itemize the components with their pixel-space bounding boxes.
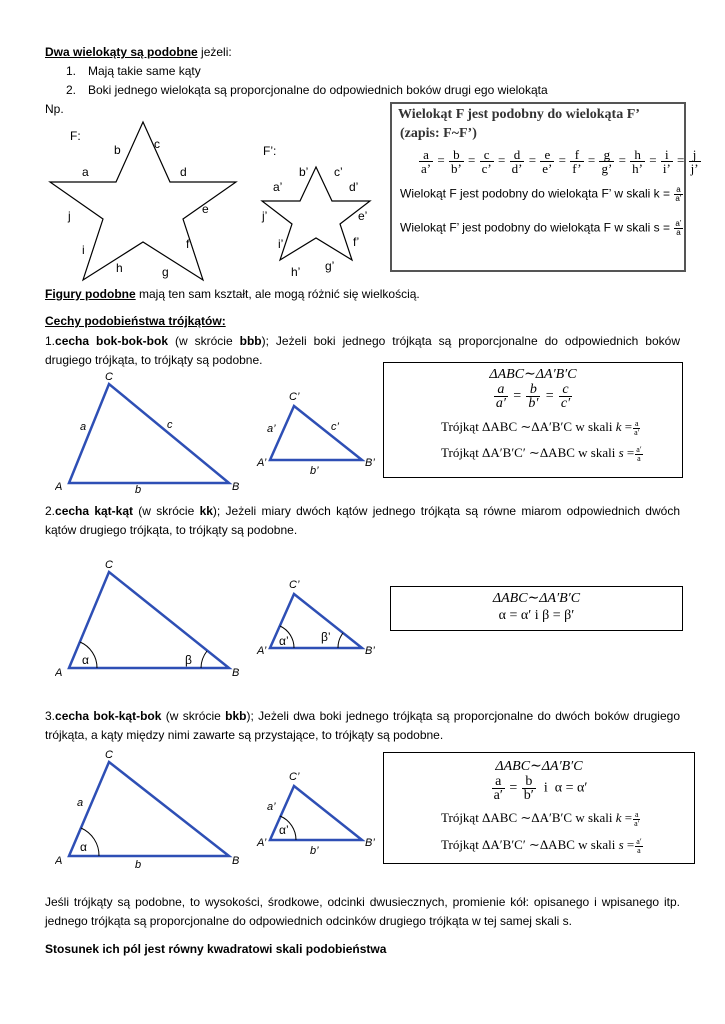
bbb-label-B: B	[232, 481, 240, 493]
bkb-label-b2: b’	[310, 845, 319, 857]
fraction-denominator: a′	[495, 396, 506, 411]
bkb-label-C2: C’	[289, 771, 300, 783]
closing-paragraph: Jeśli trójkąty są podobne, to wysokości, środkowe, odcinki dwusiecznych, promienie kół: opisanego i wpisanego itp. jednego trójkąta są proporcjonalne do odpowiednich odcinków drugiego trójkąta w tej samej skali s.	[45, 895, 680, 928]
kk-beta2-arc	[338, 633, 343, 648]
equals-sign: =	[555, 152, 570, 168]
polygon-box-subtitle: (zapis: F~F’)	[400, 126, 477, 141]
bkb-scale-k-text: Trójkąt ΔABC ∼ΔA′B′C w skali	[441, 810, 613, 825]
k-den: a′	[634, 427, 640, 437]
fraction-denominator: a’	[421, 161, 432, 176]
kk-alpha: α	[82, 653, 89, 667]
bkb-label-a: a	[77, 797, 84, 809]
s-num: a′	[636, 444, 642, 454]
big-side-d: d	[180, 165, 187, 179]
bkb-rest: ); Jeżeli dwa boki jednego trójkąta są proporcjonalne do dwóch boków drugiego trójkąta, a kąty między nimi zawarte są przystające, to trójkąty są podobne.	[45, 709, 680, 742]
fraction-0	[419, 148, 433, 175]
polygon-scale-k-text: Wielokąt F jest podobny do wielokąta F’ w skali k =	[400, 186, 671, 201]
fraction-numerator: d	[510, 148, 525, 162]
fraction-8	[661, 148, 673, 175]
bbb-scale-k-text: Trójkąt ΔABC ∼ΔA′B′C w skali	[441, 419, 613, 434]
bbb-ratios	[384, 383, 682, 410]
polygon-scale-s-text: Wielokąt F’ jest podobny do wielokąta F w skali s =	[400, 220, 671, 235]
bbb-label-a: a	[80, 421, 87, 433]
small-side-f: f’	[353, 235, 360, 249]
bbb-short: bbb	[239, 334, 262, 348]
fraction-0	[494, 383, 508, 410]
fraction-numerator: j	[689, 148, 701, 162]
equals-sign: =	[494, 152, 509, 168]
k-num: a	[635, 809, 639, 819]
bbb-triangles	[55, 368, 385, 498]
fraction-numerator: g	[599, 148, 614, 162]
polygon-scale-s	[400, 220, 684, 237]
equals-sign: =	[646, 152, 660, 168]
polygon-scale-k	[400, 186, 684, 203]
equals-sign: =	[615, 152, 630, 168]
bkb-label-B: B	[232, 855, 240, 867]
bkb-short: bkb	[225, 709, 247, 723]
k-den: a′	[634, 818, 640, 828]
bbb-short-pre: (w skrócie	[168, 334, 240, 348]
bkb-big-triangle	[69, 762, 229, 856]
bkb-s-frac	[635, 838, 642, 855]
bbb-small-triangle	[270, 406, 362, 460]
bbb-scale-s: Trójkąt ΔA′B′C′ ∼ΔABC w skali s = $\frac{a'}{a}$	[441, 444, 642, 463]
fraction-denominator: b’	[450, 161, 462, 176]
bbb-label-A2: A’	[257, 457, 267, 469]
figury-term: Figury podobne	[45, 287, 136, 301]
kk-beta2: β’	[321, 630, 331, 644]
big-side-g: g	[162, 265, 169, 279]
bkb-angle-condition: i α = α′	[536, 780, 588, 796]
bkb-label-B2: B’	[365, 837, 375, 849]
fraction-3	[510, 148, 525, 175]
item-text: Mają takie same kąty	[88, 64, 201, 78]
stars-figure	[40, 118, 390, 286]
bbb-label-c2: c’	[331, 421, 339, 433]
fraction-numerator: c	[559, 383, 572, 397]
kk-name: cecha kąt-kąt	[55, 504, 134, 518]
bkb-scale-s-text: Trójkąt ΔA′B′C′ ∼ΔABC w skali	[441, 837, 616, 852]
fraction-denominator: g’	[601, 161, 613, 176]
bbb-num: 1.	[45, 334, 56, 348]
fraction-denominator: e’	[542, 161, 553, 176]
bbb-label-C2: C’	[289, 391, 300, 403]
bkb-label-A: A	[55, 855, 63, 867]
equals-sign: =	[525, 152, 540, 168]
big-side-c: c	[154, 137, 160, 151]
item-text: Boki jednego wielokąta są proporcjonalne do odpowiednich boków drugi ego wielokąta	[88, 83, 548, 97]
bbb-label-b: b	[135, 484, 142, 496]
big-side-h: h	[116, 261, 123, 275]
fraction-denominator: c′	[560, 396, 571, 411]
fraction-denominator: b′	[523, 788, 534, 803]
small-side-d: d’	[349, 180, 359, 194]
equals-sign: =	[673, 152, 688, 168]
kk-alpha2: α’	[279, 634, 289, 648]
intro-item-2	[66, 83, 548, 98]
item-num: 2.	[66, 83, 77, 97]
fraction-denominator: b′	[528, 396, 539, 411]
big-side-i: i	[82, 243, 85, 257]
s-den: a	[637, 845, 641, 855]
kk-triangles	[55, 556, 385, 684]
fraction-denominator: a′	[493, 788, 503, 803]
polygon-similarity-box	[390, 102, 699, 272]
big-star-label: F:	[70, 129, 81, 143]
bkb-label-C: C	[105, 749, 113, 761]
bkb-name: cecha bok-kąt-bok	[55, 709, 162, 723]
bkb-scale-k: Trójkąt ΔABC ∼ΔA′B′C w skali k = $\frac{a}{a'}$	[441, 809, 640, 828]
bkb-alpha2: α’	[279, 823, 289, 837]
bkb-s-var: s	[618, 837, 624, 852]
fraction-1	[449, 148, 464, 175]
small-star-label: F’:	[263, 144, 277, 158]
fraction-4	[540, 148, 554, 175]
bkb-num: 3.	[45, 709, 56, 723]
bbb-scale-s-text: Trójkąt ΔA′B′C′ ∼ΔABC w skali	[441, 445, 616, 460]
s-den: a	[637, 453, 641, 463]
bbb-sim: ΔABC∼ΔA′B′C	[489, 367, 577, 382]
kk-num: 2.	[45, 504, 56, 518]
small-side-a: a’	[273, 180, 283, 194]
bbb-k-var: k	[615, 419, 622, 434]
bbb-label-a2: a’	[267, 423, 276, 435]
bbb-label-c: c	[167, 419, 173, 431]
equals-sign: =	[464, 152, 479, 168]
s-den: a	[676, 228, 681, 237]
small-side-h: h’	[291, 265, 301, 279]
intro-item-1	[66, 64, 201, 79]
big-side-e: e	[202, 202, 209, 216]
intro-heading: Dwa wielokąty są podobne	[45, 45, 198, 59]
kk-short-pre: (w skrócie	[133, 504, 200, 518]
fraction-numerator: h	[630, 148, 645, 162]
bkb-scale-s: Trójkąt ΔA′B′C′ ∼ΔABC w skali s = $\frac{a'}{a}$	[441, 836, 642, 855]
fraction-7	[630, 148, 645, 175]
bbb-label-b2: b’	[310, 465, 319, 477]
small-side-e: e’	[358, 209, 368, 223]
fraction-denominator: h’	[632, 161, 643, 176]
small-side-g: g’	[325, 259, 335, 273]
small-side-b: b’	[299, 165, 309, 179]
fraction-1	[522, 775, 536, 802]
intro-heading-suffix: jeżeli:	[197, 45, 232, 59]
k-fraction	[674, 186, 682, 203]
big-side-a: a	[82, 165, 89, 179]
fraction-2	[480, 148, 494, 175]
k-den: a’	[675, 194, 682, 203]
fraction-numerator: a	[494, 383, 508, 397]
kk-beta-arc	[201, 651, 207, 668]
big-side-f: f	[186, 237, 190, 251]
kk-label-C2: C’	[289, 579, 300, 591]
kk-rest: ); Jeżeli miary dwóch kątów jednego trójkąta są równe miarom odpowiednich dwóch kątów drugiego trójkąta, to trójkąty są podobne.	[45, 504, 680, 537]
fraction-numerator: b	[522, 775, 536, 789]
fraction-denominator: i’	[662, 161, 671, 176]
figury-rest: mają ten sam kształt, ale mogą różnić się wielkością.	[135, 287, 420, 301]
fraction-1	[526, 383, 540, 410]
bbb-big-triangle	[69, 384, 229, 483]
big-side-j: j	[68, 209, 71, 223]
bkb-ratios	[384, 775, 694, 802]
fraction-2	[559, 383, 572, 410]
bkb-label-a2: a’	[267, 801, 276, 813]
fraction-denominator: c’	[481, 161, 492, 176]
big-star-shape	[50, 122, 236, 280]
s-fraction	[674, 220, 682, 237]
fraction-9	[689, 148, 701, 175]
equals-sign: =	[505, 780, 521, 796]
kk-label-A2: A’	[257, 645, 267, 657]
bkb-triangles	[55, 748, 385, 876]
bbb-label-C: C	[105, 371, 113, 383]
bkb-box	[383, 752, 695, 864]
bkb-paragraph	[45, 707, 680, 745]
kk-box	[390, 586, 683, 631]
bbb-name: cecha bok-bok-bok	[55, 334, 169, 348]
k-num: a	[635, 418, 639, 428]
fraction-5	[570, 148, 583, 175]
fraction-0	[492, 775, 505, 802]
item-num: 1.	[66, 64, 77, 78]
equals-sign: =	[584, 152, 599, 168]
bkb-sim: ΔABC∼ΔA′B′C	[495, 759, 583, 774]
kk-angles: α = α′ i β = β′	[498, 608, 575, 623]
bbb-k-frac	[633, 420, 640, 437]
fraction-numerator: b	[526, 383, 540, 397]
polygon-ratios	[418, 148, 702, 175]
kk-paragraph	[45, 502, 680, 540]
np-label: Np.	[45, 102, 64, 116]
equals-sign: =	[508, 388, 526, 404]
bkb-label-b: b	[135, 859, 142, 871]
kk-label-C: C	[105, 559, 113, 571]
fraction-numerator: i	[661, 148, 673, 162]
kk-label-B2: B’	[365, 645, 375, 657]
polygon-box-title: Wielokąt F jest podobny do wielokąta F’	[398, 107, 640, 122]
k-num: a	[676, 185, 681, 194]
bbb-rest: ); Jeżeli boki jednego trójkąta są proporcjonalne do odpowiednich boków drugiego trójkąta, to trójkąty są podobne.	[45, 334, 680, 367]
small-side-i: i’	[278, 237, 284, 251]
kk-label-A: A	[55, 667, 63, 679]
fraction-denominator: f’	[572, 161, 582, 176]
big-side-b: b	[114, 143, 121, 157]
kk-short: kk	[199, 504, 213, 518]
intro-heading-line	[45, 45, 232, 60]
fraction-numerator: a	[492, 775, 505, 789]
small-side-j: j’	[262, 209, 268, 223]
bkb-label-A2: A’	[257, 837, 267, 849]
bbb-s-frac	[635, 446, 642, 463]
small-side-c: c’	[334, 165, 343, 179]
cechy-heading: Cechy podobieństwa trójkątów:	[45, 314, 226, 328]
bbb-scale-k: Trójkąt ΔABC ∼ΔA′B′C w skali k = $\frac{a}{a'}$	[441, 418, 640, 437]
fraction-denominator: d’	[511, 161, 523, 176]
bbb-s-var: s	[618, 445, 624, 460]
bbb-label-B2: B’	[365, 457, 375, 469]
equals-sign: =	[541, 388, 558, 404]
kk-beta: β	[185, 653, 192, 667]
s-num: a’	[675, 219, 682, 228]
fraction-numerator: a	[419, 148, 433, 162]
fraction-6	[599, 148, 614, 175]
kk-sim: ΔABC∼ΔA′B′C	[492, 591, 581, 606]
s-num: a′	[636, 836, 642, 846]
fraction-numerator: e	[540, 148, 554, 162]
bkb-k-frac	[633, 811, 640, 828]
bkb-alpha: α	[80, 840, 87, 854]
bbb-box	[383, 362, 683, 478]
fraction-numerator: f	[570, 148, 583, 162]
figury-line	[45, 287, 420, 302]
closing-bold: Stosunek ich pól jest równy kwadratowi skali podobieństwa	[45, 942, 387, 956]
kk-label-B: B	[232, 667, 240, 679]
bbb-label-A: A	[55, 481, 63, 493]
bkb-k-var: k	[615, 810, 622, 825]
fraction-numerator: c	[480, 148, 494, 162]
fraction-numerator: b	[449, 148, 464, 162]
bkb-short-pre: (w skrócie	[161, 709, 226, 723]
fraction-denominator: j’	[690, 161, 699, 176]
equals-sign: =	[434, 152, 448, 168]
